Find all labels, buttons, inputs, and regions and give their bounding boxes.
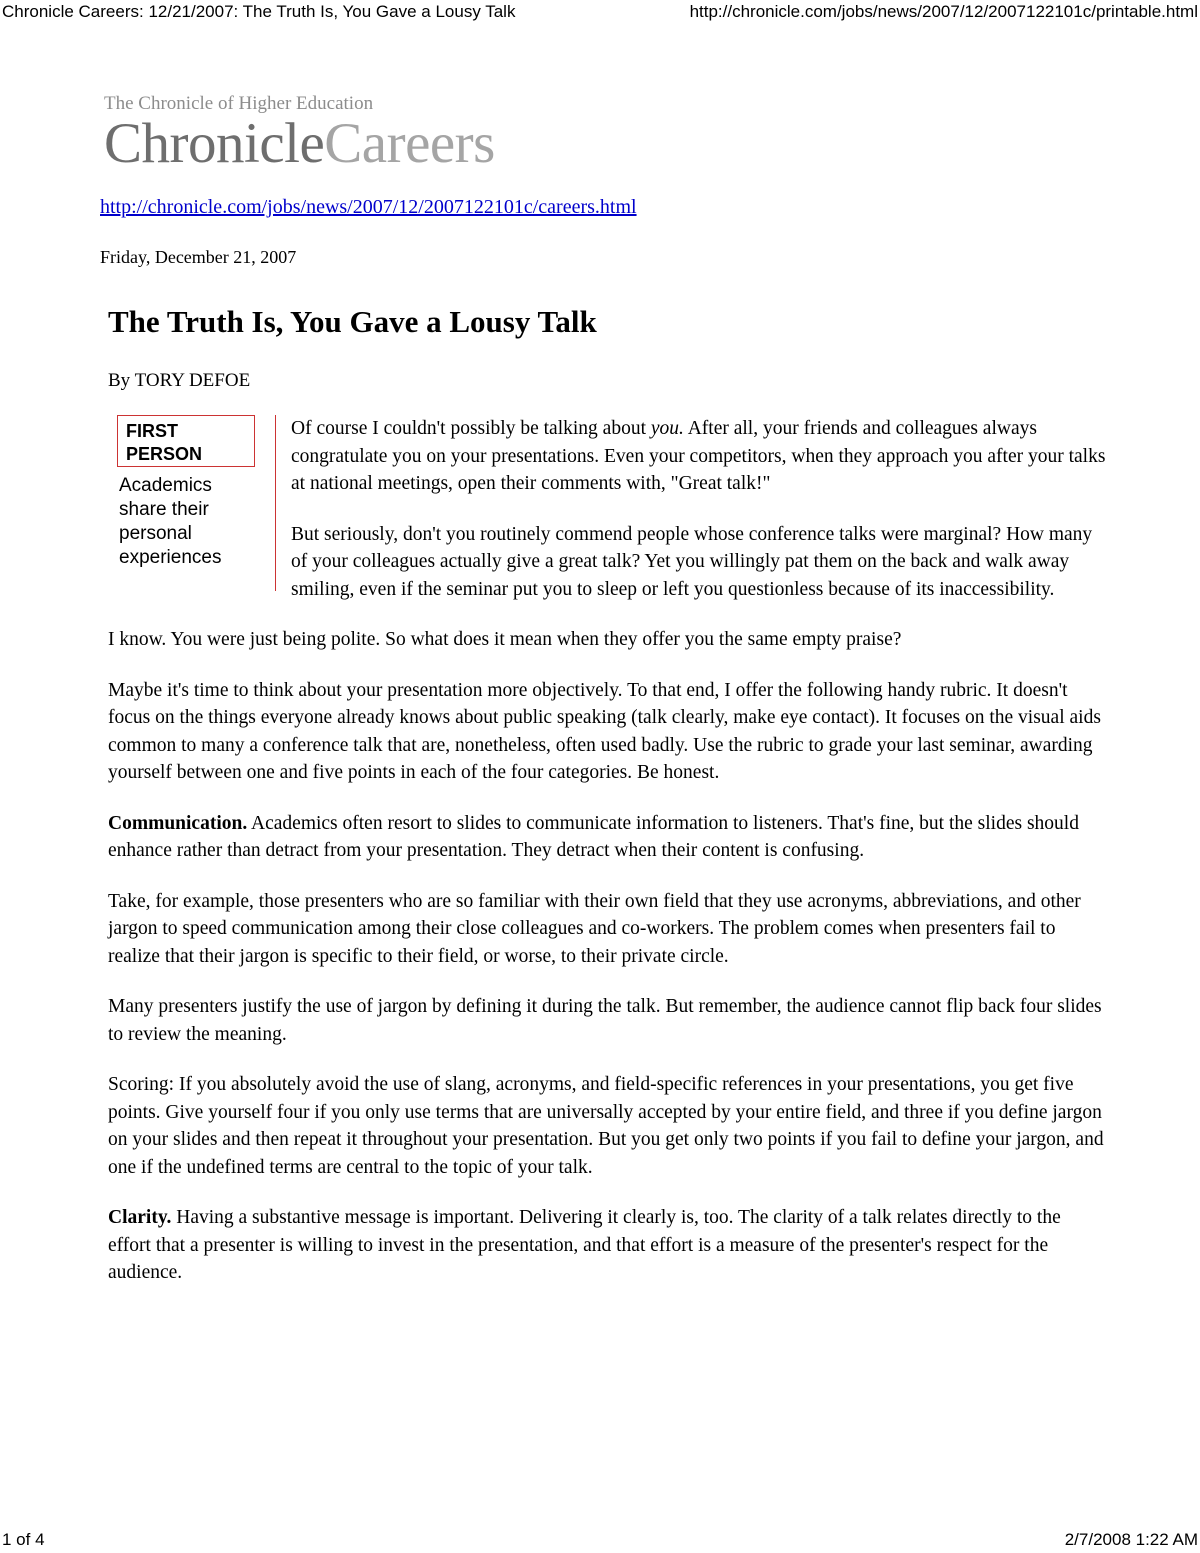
print-header-url: http://chronicle.com/jobs/news/2007/12/2007122101c/printable.html: [689, 2, 1198, 21]
article-title: The Truth Is, You Gave a Lousy Talk: [108, 304, 597, 339]
logo-word-chronicle: Chronicle: [104, 112, 325, 175]
print-footer-timestamp: 2/7/2008 1:22 AM: [1064, 1530, 1198, 1549]
article-paragraph: [108, 993, 1106, 1048]
article-paragraph: [108, 677, 1106, 787]
sidebar-label-line1: FIRST: [126, 421, 178, 441]
paragraph-text: After all, your friends and colleagues always congratulate you on your presentations. Even your competitors, when they approach you after your talks at national meetings, open their comments with, "Great talk!": [291, 418, 1106, 494]
print-header-title: Chronicle Careers: 12/21/2007: The Truth Is, You Gave a Lousy Talk: [2, 2, 516, 21]
logo-word-careers: Careers: [324, 112, 495, 175]
paragraph-text: Scoring: If you absolutely avoid the use of slang, acronyms, and field-specific references in your presentations, you get five points. Give yourself four if you only use terms that are universally accepted by your entire field, and three if you define jargon on your slides and then repeat it throughout your presentation. But you get only two points if you fail to define your jargon, and one if the undefined terms are central to the topic of your talk.: [108, 1074, 1104, 1178]
logo-tagline: The Chronicle of Higher Education: [104, 93, 374, 114]
article-paragraph: [108, 626, 1106, 654]
paragraph-text: I know. You were just being polite. So what does it mean when they offer you the same empty praise?: [108, 629, 902, 650]
section-heading: Communication.: [108, 812, 248, 834]
emphasis-text: you.: [650, 418, 684, 439]
sidebar-description: Academics share their personal experiences: [119, 475, 222, 568]
article-paragraph: [108, 888, 1106, 971]
article-body: [108, 415, 1106, 1310]
paragraph-text: But seriously, don't you routinely commend people whose conference talks were marginal? How many of your colleagues actually give a great talk? Yet you willingly pat them on the back and walk away smiling, even if the seminar put you to sleep or left you questionless because of its inaccessibility.: [291, 523, 1093, 600]
paragraph-text: Maybe it's time to think about your presentation more objectively. To that end, I offer the following handy rubric. It doesn't focus on the things everyone already knows about public speaking (talk clearly, make eye contact). It focuses on the visual aids common to many a conference talk that are, nonetheless, often used badly. Use the rubric to grade your last seminar, awarding yourself between one and five points in each of the four categories. Be honest.: [108, 679, 1101, 783]
paragraph-text: Academics often resort to slides to communicate information to listeners. That's fine, but the slides should enhance rather than detract from your presentation. They detract when their content is confusing.: [108, 812, 1079, 861]
section-heading: Clarity.: [108, 1207, 172, 1228]
article-paragraph: [108, 1071, 1106, 1181]
paragraph-text: Of course I couldn't possibly be talking about: [291, 418, 651, 439]
paragraph-text: Many presenters justify the use of jargon by defining it during the talk. But remember, the audience cannot flip back four slides to review the meaning.: [108, 996, 1102, 1045]
article-url-link[interactable]: http://chronicle.com/jobs/news/2007/12/2007122101c/careers.html: [100, 196, 637, 218]
sidebar-label-line2: PERSON: [126, 444, 203, 464]
article-paragraph: [108, 810, 1106, 865]
publication-date: Friday, December 21, 2007: [100, 247, 297, 267]
paragraph-text: Take, for example, those presenters who are so familiar with their own field that they use acronyms, abbreviations, and other jargon to speed communication among their close colleagues and co-workers. The problem comes when presenters fail to realize that their jargon is specific to their field, or worse, to their private circle.: [108, 890, 1081, 967]
byline: By TORY DEFOE: [108, 370, 251, 391]
article-paragraph: [108, 1204, 1106, 1287]
sidebar-spacer: [108, 415, 291, 591]
print-footer-page: 1 of 4: [2, 1530, 45, 1549]
paragraph-text: Having a substantive message is important. Delivering it clearly is, too. The clarity of a talk relates directly to the effort that a presenter is willing to invest in the presentation, and that effort is a measure of the presenter's respect for the audience.: [108, 1207, 1061, 1283]
logo-wordmark: [104, 112, 495, 175]
chronicle-careers-logo[interactable]: [104, 92, 495, 173]
